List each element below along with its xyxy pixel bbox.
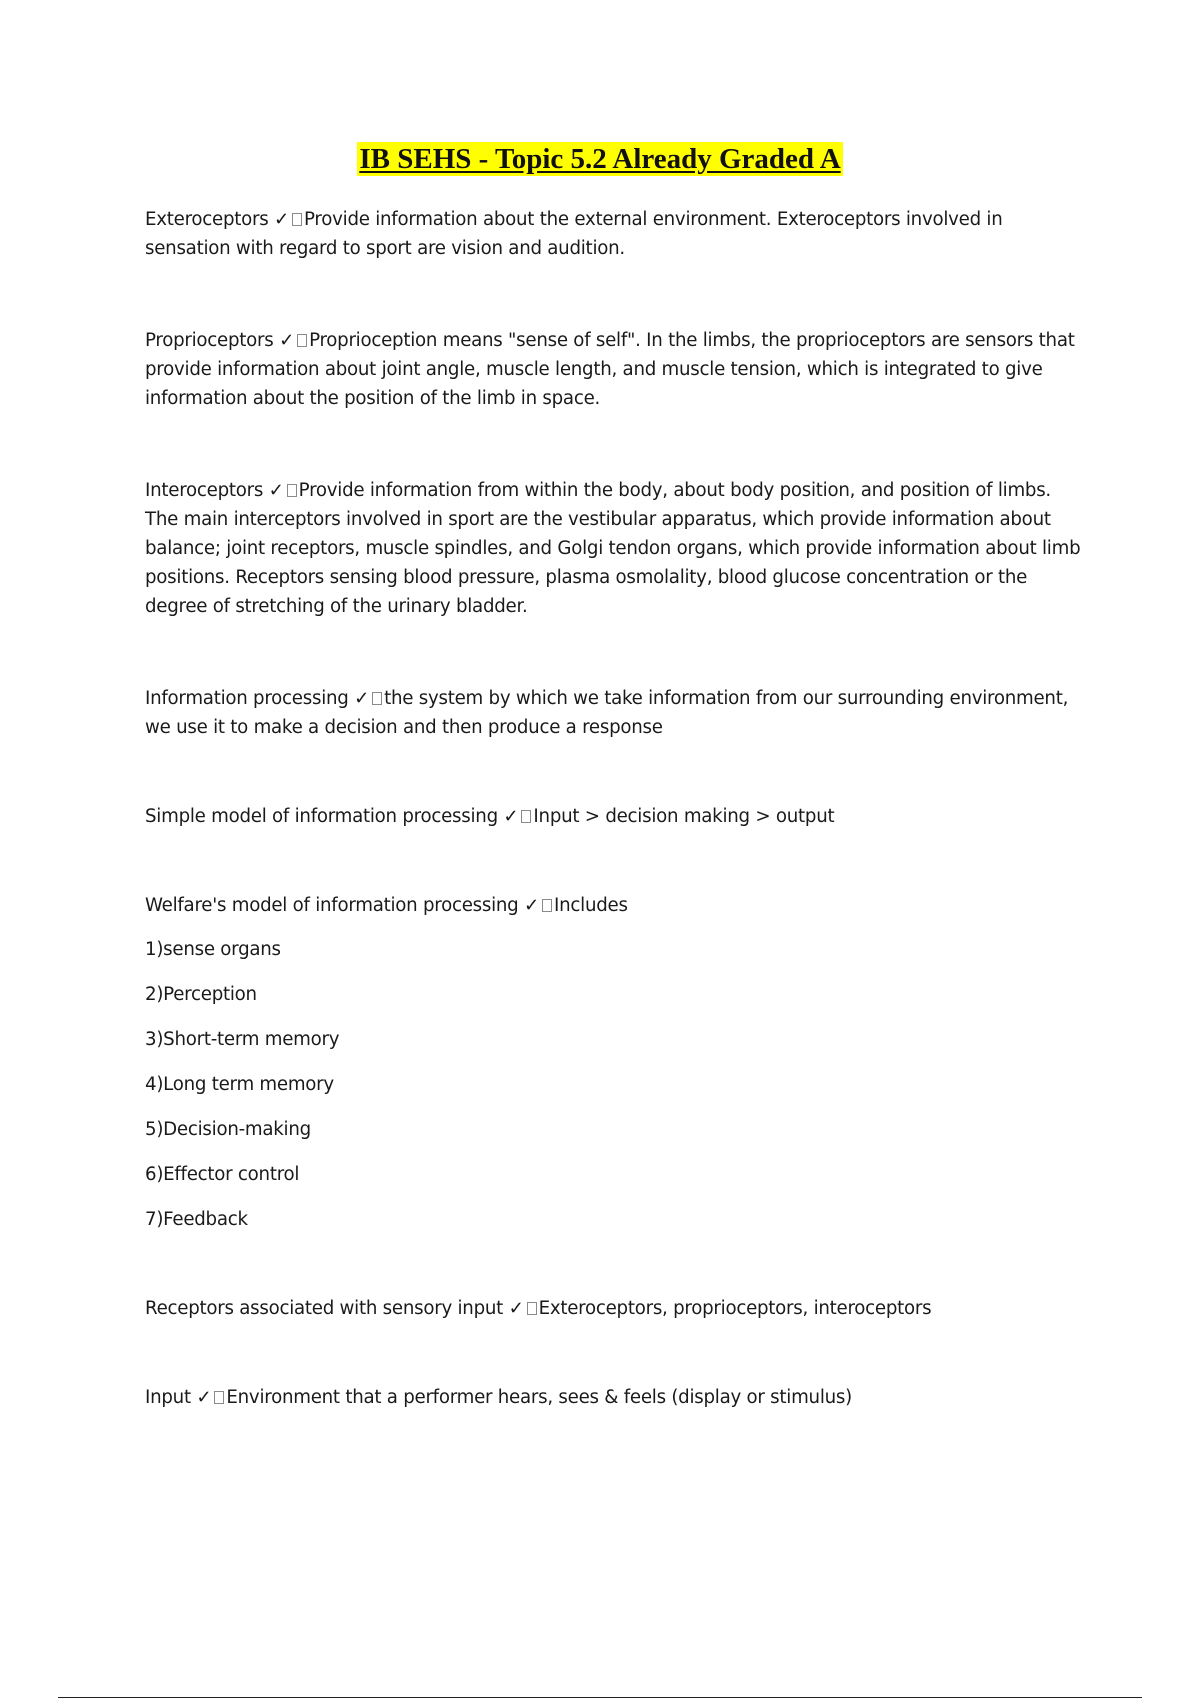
list-item: 7)Feedback (145, 1209, 248, 1230)
check-icon: ✓ (508, 1298, 524, 1319)
check-icon: ✓ (279, 330, 295, 351)
list-item: 2)Perception (145, 984, 257, 1005)
entry-term: Simple model of information processing (145, 806, 498, 827)
entry-term: Proprioceptors (145, 330, 274, 351)
entry-receptors-sensory-input (145, 1294, 1085, 1323)
check-icon: ✓ (354, 688, 370, 709)
entry-definition: Provide information about the external environment. Exteroceptors involved in sensation with regard to sport are vision and audition. (145, 209, 1003, 259)
missing-glyph-box-icon (527, 1302, 537, 1315)
entry-term: Input (145, 1387, 191, 1408)
entry-term: Interoceptors (145, 480, 264, 501)
entry-term: Exteroceptors (145, 209, 269, 230)
document-body (145, 205, 1085, 1412)
list-item: 3)Short-term memory (145, 1029, 340, 1050)
entry-proprioceptors (145, 326, 1085, 413)
entry-exteroceptors (145, 205, 1085, 263)
entry-simple-model (145, 802, 1085, 831)
entry-definition: Proprioception means "sense of self". In the limbs, the proprioceptors are sensors that provide information about joint angle, muscle length, and muscle tension, which is integrated to give information about the position of the limb in space. (145, 330, 1075, 409)
missing-glyph-box-icon (287, 484, 297, 497)
entry-definition: Environment that a performer hears, sees & feels (display or stimulus) (226, 1387, 852, 1408)
entry-term: Information processing (145, 688, 349, 709)
list-item: 4)Long term memory (145, 1074, 334, 1095)
welfare-model-list (145, 935, 1085, 1234)
entry-input (145, 1383, 1085, 1412)
title-container (0, 142, 1200, 176)
entry-definition: Input > decision making > output (533, 806, 835, 827)
missing-glyph-box-icon (521, 810, 531, 823)
entry-term: Welfare's model of information processing (145, 895, 519, 916)
page-footer-rule (58, 1697, 1142, 1698)
entry-interoceptors (145, 476, 1085, 621)
missing-glyph-box-icon (297, 334, 307, 347)
list-item: 6)Effector control (145, 1164, 300, 1185)
missing-glyph-box-icon (292, 213, 302, 226)
entry-information-processing (145, 684, 1085, 742)
document-title: IB SEHS - Topic 5.2 Already Graded A (359, 143, 841, 175)
entry-definition: the system by which we take information from our surrounding environment, we use it to make a decision and then produce a response (145, 688, 1069, 738)
check-icon: ✓ (268, 480, 284, 501)
list-item: 5)Decision-making (145, 1119, 311, 1140)
missing-glyph-box-icon (372, 692, 382, 705)
missing-glyph-box-icon (214, 1391, 224, 1404)
entry-term: Receptors associated with sensory input (145, 1298, 504, 1319)
check-icon: ✓ (196, 1387, 212, 1408)
list-item: 1)sense organs (145, 939, 281, 960)
entry-definition: Includes (554, 895, 628, 916)
missing-glyph-box-icon (542, 899, 552, 912)
check-icon: ✓ (524, 895, 540, 916)
check-icon: ✓ (503, 806, 519, 827)
entry-definition: Exteroceptors, proprioceptors, interoceptors (538, 1298, 932, 1319)
entry-welfare-model (145, 891, 1085, 920)
check-icon: ✓ (274, 209, 290, 230)
entry-definition: Provide information from within the body, about body position, and position of limbs. The main interceptors involved in sport are the vestibular apparatus, which provide information about balance; joint receptors, muscle spindles, and Golgi tendon organs, which provide information about limb positions. Receptors sensing blood pressure, plasma osmolality, blood glucose concentration or the degree of stretching of the urinary bladder. (145, 480, 1081, 617)
